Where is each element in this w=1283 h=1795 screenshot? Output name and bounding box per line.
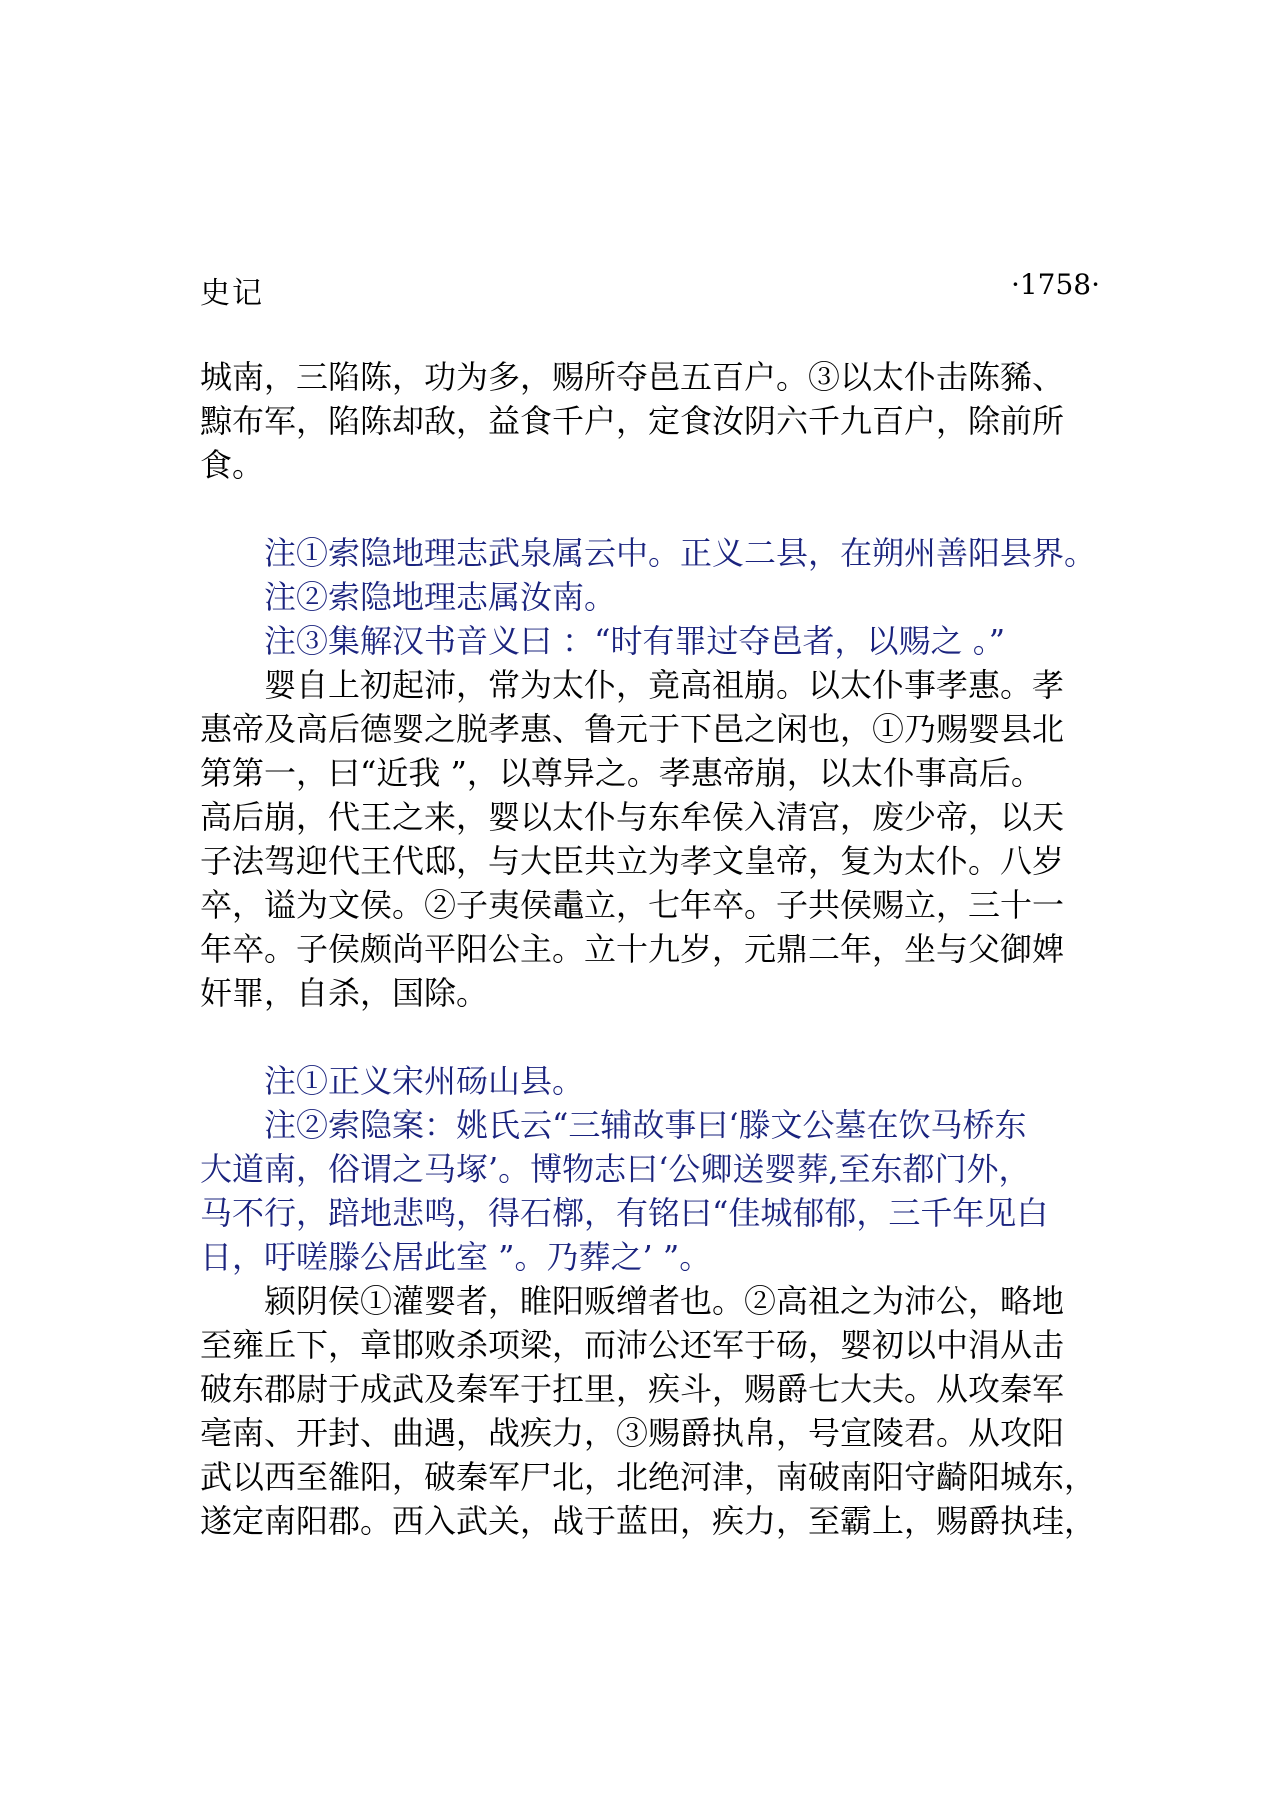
note-line: 大道南，俗谓之马塚’。博物志曰‘公卿送婴葬,至东都门外， — [200, 1150, 1031, 1188]
note-line: 日，吁嗟滕公居此室 ”。乃葬之’ ”。 — [200, 1238, 712, 1276]
text-line: 惠帝及高后德婴之脱孝惠、鲁元于下邑之闲也，①乃赐婴县北 — [200, 710, 1065, 748]
book-title: 史记 — [200, 276, 264, 311]
text-line: 奸罪，自杀，国除。 — [200, 974, 489, 1012]
page-header — [200, 268, 1100, 311]
text-line: 破东郡尉于成武及秦军于扛里，疾斗，赐爵七大夫。从攻秦军 — [200, 1370, 1065, 1408]
paragraph-3 — [200, 1279, 1110, 1543]
text-line: 第第一，曰“近我 ”，以尊异之。孝惠帝崩，以太仆事高后。 — [200, 754, 1043, 792]
text-line: 子法驾迎代王代邸，与大臣共立为孝文皇帝，复为太仆。八岁 — [200, 842, 1065, 880]
paragraph-1 — [200, 355, 1110, 487]
text-line: 食。 — [200, 446, 265, 484]
text-line: 亳南、开封、曲遇，战疾力，③赐爵执帛，号宣陵君。从攻阳 — [200, 1414, 1065, 1452]
text-line: 婴自上初起沛，常为太仆，竟高祖崩。以太仆事孝惠。孝 — [264, 666, 1065, 704]
text-line: 卒，谥为文侯。②子夷侯鼃立，七年卒。子共侯赐立，三十一 — [200, 886, 1065, 924]
note-line: 注①索隐地理志武泉属云中。正义二县，在朔州善阳县界。 — [264, 534, 1097, 572]
text-line: 武以西至雒阳，破秦军尸北，北绝河津，南破南阳守齮阳城东， — [200, 1458, 1097, 1496]
text-line: 高后崩，代王之来，婴以太仆与东牟侯入清宫，废少帝，以天 — [200, 798, 1065, 836]
note-line: 注①正义宋州砀山县。 — [264, 1062, 585, 1100]
note-line: 注②索隐案：姚氏云“三辅故事曰‘滕文公墓在饮马桥东 — [264, 1106, 1027, 1144]
paragraph-2 — [200, 663, 1110, 1015]
text-line: 黥布军，陷陈却敌，益食千户，定食汝阴六千九百户，除前所 — [200, 402, 1065, 440]
note-line: 马不行，踣地悲鸣，得石槨，有铭曰“佳城郁郁，三千年见白 — [200, 1194, 1049, 1232]
text-line: 遂定南阳郡。西入武关，战于蓝田，疾力，至霸上，赐爵执珪， — [200, 1502, 1097, 1540]
paragraph-gap — [200, 487, 1110, 531]
text-line: 颍阴侯①灌婴者，睢阳贩缯者也。②高祖之为沛公，略地 — [264, 1282, 1065, 1320]
page-number: ·1758· — [1010, 268, 1100, 301]
text-line: 至雍丘下，章邯败杀项梁，而沛公还军于砀，婴初以中涓从击 — [200, 1326, 1065, 1364]
text-line: 年卒。子侯颇尚平阳公主。立十九岁，元鼎二年，坐与父御婢 — [200, 930, 1065, 968]
page-body — [200, 355, 1110, 1543]
notes-block-2 — [200, 1059, 1110, 1279]
paragraph-gap — [200, 1015, 1110, 1059]
note-line: 注③集解汉书音义曰 ：“时有罪过夺邑者，以赐之 。” — [264, 622, 1006, 660]
text-line: 城南，三陷陈，功为多，赐所夺邑五百户。③以太仆击陈豨、 — [200, 358, 1065, 396]
notes-block-1 — [200, 531, 1110, 663]
note-line: 注②索隐地理志属汝南。 — [264, 578, 617, 616]
